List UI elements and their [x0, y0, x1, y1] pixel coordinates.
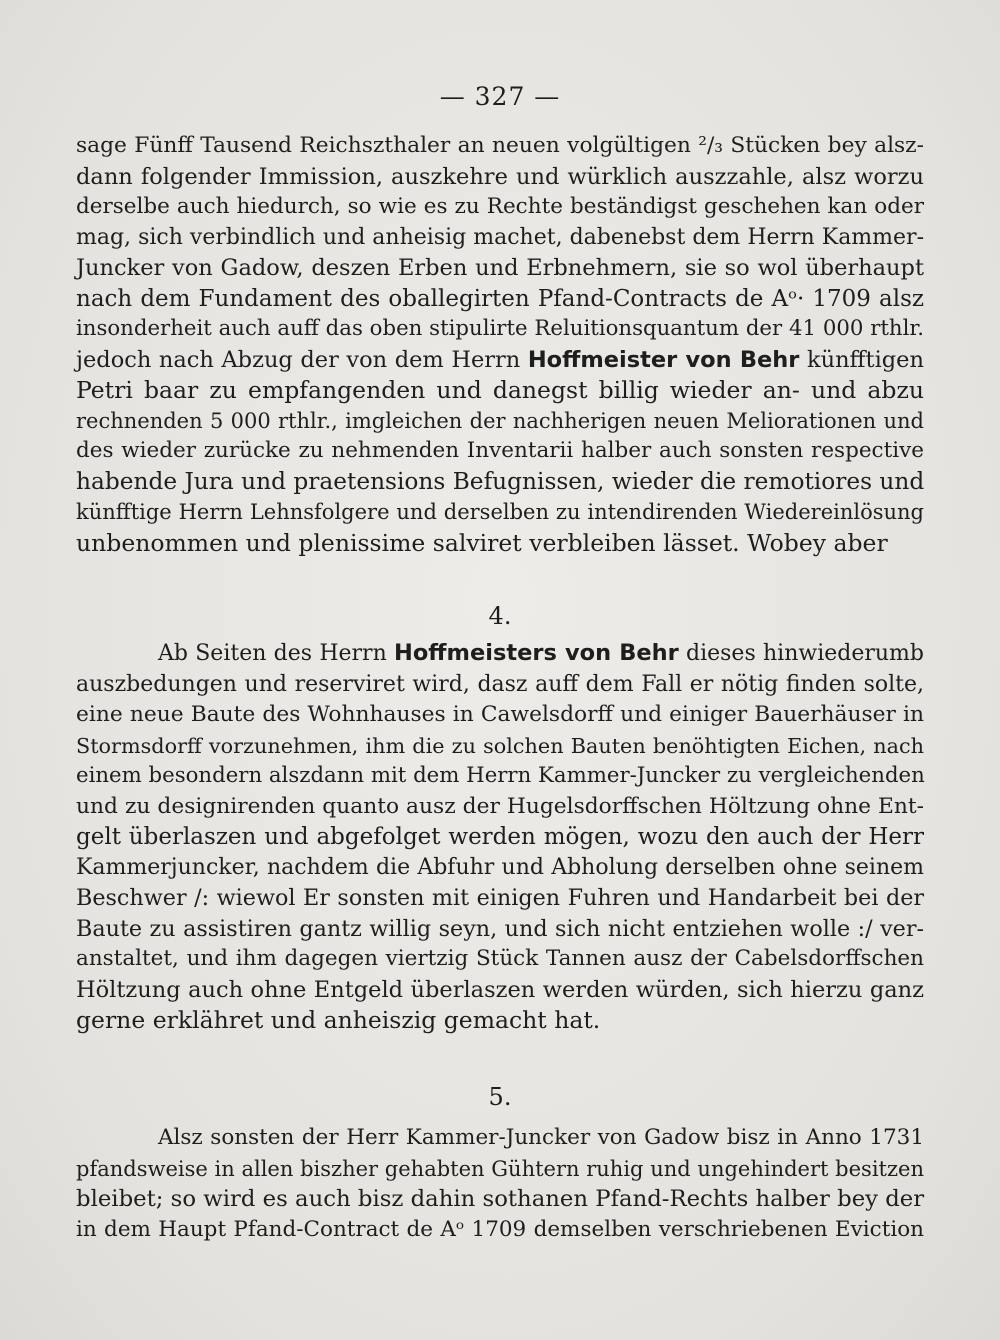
text-line: insonderheit auch auff das oben stipulirte Reluitionsquantum der 41 000 rthlr. [76, 316, 924, 341]
text-line: Baute zu assistiren gantz willig seyn, und sich nicht entziehen wolle :/ ver- [76, 915, 924, 942]
text-line: mag, sich verbindlich und anheisig machet, dabenebst dem Herrn Kammer- [76, 224, 924, 250]
bold-name: Hoffmeisters von Behr [394, 640, 679, 666]
page-number: — 327 — [439, 82, 561, 111]
text-line: habende Jura und praetensions Befugnissen, wieder die remotiores und [76, 467, 925, 495]
text-line: auszbedungen und reserviret wird, dasz auff dem Fall er nötig finden solte, [76, 671, 924, 697]
paragraph-section-5 [76, 1123, 924, 1245]
text-line: gelt überlaszen und abgefolget werden mögen, wozu den auch der Herr [76, 824, 924, 850]
text-line: rechnenden 5 000 rthlr., imgleichen der nachherigen neuen Meliorationen und [76, 408, 924, 433]
section-heading-5: 5. [488, 1083, 512, 1111]
text-line: unbenommen und plenissime salviret verbleiben lässet. Wobey aber [76, 528, 888, 557]
text-line: derselbe auch hiedurch, so wie es zu Rechte beständigst geschehen kan oder [76, 194, 924, 219]
paragraph-continuation [76, 131, 924, 558]
text-line [76, 638, 924, 670]
section-heading-4: 4. [488, 602, 512, 630]
text-line: Stormsdorff vorzunehmen, ihm die zu solchen Bauten benöhtigten Eichen, nach [76, 733, 924, 758]
text-line: eine neue Baute des Wohnhauses in Cawelsdorff und einiger Bauerhäuser in [76, 702, 924, 727]
text-segment: jedoch nach Abzug der von dem Herrn [76, 346, 528, 373]
text-line: Alsz sonsten der Herr Kammer-Juncker von Gadow bisz in Anno 1731 [158, 1125, 924, 1150]
text-segment: künfftigen [799, 346, 924, 373]
paragraph-section-4 [76, 638, 924, 1036]
bold-name: Hoffmeister von Behr [527, 346, 800, 373]
text-line: des wieder zurücke zu nehmenden Inventarii halber auch sonsten respective [76, 438, 924, 463]
text-line: Beschwer /: wiewol Er sonsten mit einigen Fuhren und Handarbeit bei der [76, 885, 924, 911]
text-segment: Ab Seiten des Herrn [158, 641, 395, 666]
text-line: pfandsweise in allen biszher gehabten Gühtern ruhig und ungehindert besitzen [76, 1156, 924, 1181]
text-line: bleibet; so wird es auch bisz dahin sothanen Pfand-Rechts halber bey der [76, 1186, 925, 1212]
text-line: gerne erklähret und anheiszig gemacht hat. [76, 1006, 601, 1034]
text-line: anstaltet, und ihm dagegen viertzig Stück Tannen ausz der Cabelsdorffschen [76, 946, 924, 971]
text-line: dann folgender Immission, auszkehre und würklich auszzahle, alsz worzu [76, 163, 924, 190]
text-line: in dem Haupt Pfand-Contract de Aᵒ 1709 demselben verschriebenen Eviction [76, 1216, 924, 1242]
text-line: Höltzung auch ohne Entgeld überlaszen werden würden, sich hierzu ganz [76, 976, 924, 1003]
text-segment: dieses hinwiederumb [678, 641, 925, 666]
text-line: Petri baar zu empfangenden und danegst billig wieder an- und abzu [76, 376, 924, 404]
text-line: einem besondern alszdann mit dem Herrn Kammer-Juncker zu vergleichenden [76, 763, 925, 788]
text-line: künfftige Herrn Lehnsfolgere und derselben zu intendirenden Wiedereinlösung [76, 500, 924, 524]
text-line [76, 345, 924, 376]
text-line: und zu designirenden quanto ausz der Hugelsdorffschen Höltzung ohne Ent- [76, 793, 924, 819]
text-line: Juncker von Gadow, deszen Erben und Erbnehmern, sie so wol überhaupt [76, 255, 924, 281]
text-line: sage Fünff Tausend Reichszthaler an neuen volgültigen ²/₃ Stücken bey alsz- [76, 133, 924, 158]
text-line: Kammerjuncker, nachdem die Abfuhr und Abholung derselben ohne seinem [76, 854, 924, 880]
text-line: nach dem Fundament des oballegirten Pfand-Contracts de Aᵒ· 1709 alsz [76, 285, 924, 312]
